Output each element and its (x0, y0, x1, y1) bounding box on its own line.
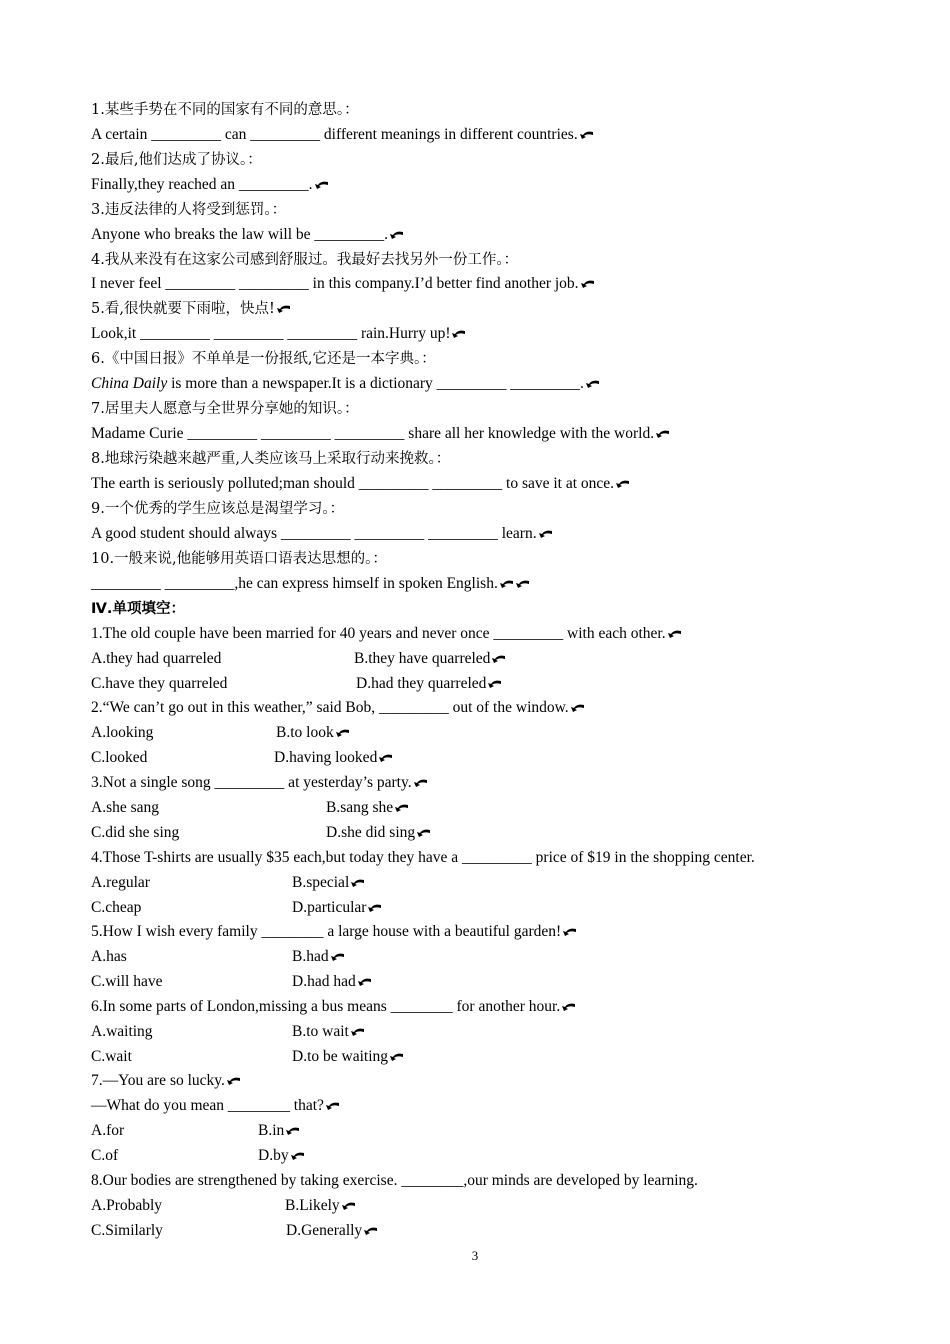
return-mark-icon (226, 1076, 241, 1086)
option-a: A.has (91, 948, 127, 965)
return-mark-icon (655, 429, 670, 439)
question-7: 7.—You are so lucky. (91, 1071, 241, 1091)
item-1-en: A certain _________ can _________ different meanings in different countries. (91, 125, 594, 145)
return-mark-icon (413, 778, 428, 788)
item-10-en: _________ _________,he can express himself in spoken English. (91, 574, 530, 594)
option-d: D.had they quarreled (356, 674, 502, 694)
option-c: C.looked (91, 749, 148, 766)
return-mark-icon (561, 1002, 576, 1012)
item-9-zh: 9.一个优秀的学生应该总是渴望学习。： (91, 501, 345, 517)
option-b: B.had (292, 947, 345, 967)
item-8-en: The earth is seriously polluted;man should _________ _________ to save it at once. (91, 474, 630, 494)
item-5-zh: 5.看,很快就要下雨啦，快点! (91, 299, 291, 319)
option-a: A.for (91, 1122, 125, 1139)
option-c: C.will have (91, 973, 163, 990)
item-10-zh: 10.一般来说,他能够用英语口语表达思想的。： (91, 551, 387, 567)
option-d: D.had had (292, 972, 372, 992)
question-5: 5.How I wish every family ________ a large house with a beautiful garden! (91, 922, 577, 942)
option-a: A.waiting (91, 1023, 153, 1040)
item-4-en: I never feel _________ _________ in this company.I’d better find another job. (91, 274, 595, 294)
return-mark-icon (580, 279, 595, 289)
item-6-zh: 6.《中国日报》不单单是一份报纸,它还是一本字典。： (91, 351, 436, 367)
question-4: 4.Those T-shirts are usually $35 each,but today they have a _________ price of $19 in the shopping center. (91, 849, 755, 866)
return-mark-icon (570, 703, 585, 713)
return-mark-icon (562, 927, 577, 937)
return-mark-icon (314, 180, 329, 190)
option-b: B.they have quarreled (354, 649, 506, 669)
item-9-en: A good student should always _________ _________ _________ learn. (91, 524, 553, 544)
option-c: C.wait (91, 1048, 132, 1065)
return-mark-icon (276, 304, 291, 314)
option-c: C.Similarly (91, 1222, 163, 1239)
question-3: 3.Not a single song _________ at yesterday’s party. (91, 773, 428, 793)
item-3-en: Anyone who breaks the law will be _________. (91, 225, 404, 245)
return-mark-icon (357, 977, 372, 987)
return-mark-icon (389, 1052, 404, 1062)
return-mark-icon (515, 579, 530, 589)
return-mark-icon (363, 1226, 378, 1236)
option-b: B.to wait (292, 1022, 365, 1042)
item-4-zh: 4.我从来没有在这家公司感到舒服过。我最好去找另外一份工作。： (91, 252, 519, 268)
return-mark-icon (451, 329, 466, 339)
item-2-zh: 2.最后,他们达成了协议。： (91, 152, 262, 168)
item-7-en: Madame Curie _________ _________ _________ share all her knowledge with the world. (91, 424, 670, 444)
option-b: B.Likely (285, 1196, 356, 1216)
item-7-zh: 7.居里夫人愿意与全世界分享她的知识。： (91, 401, 359, 417)
option-c: C.did she sing (91, 824, 180, 841)
option-b: B.to look (276, 723, 350, 743)
option-a: A.Probably (91, 1197, 163, 1214)
option-d: D.by (258, 1146, 305, 1166)
return-mark-icon (394, 803, 409, 813)
return-mark-icon (367, 903, 382, 913)
option-c: C.cheap (91, 899, 142, 916)
page-number: 3 (471, 1248, 479, 1263)
option-d: D.Generally (286, 1221, 378, 1241)
item-5-en: Look,it _________ _________ _________ rain.Hurry up! (91, 324, 466, 344)
return-mark-icon (285, 1126, 300, 1136)
return-mark-icon (378, 753, 393, 763)
section-heading: Ⅳ.单项填空： (91, 601, 185, 617)
item-1-zh: 1.某些手势在不同的国家有不同的意思。： (91, 102, 359, 118)
return-mark-icon (491, 654, 506, 664)
item-6-en: China Daily is more than a newspaper.It is a dictionary _________ _________. (91, 374, 600, 394)
question-6: 6.In some parts of London,missing a bus means ________ for another hour. (91, 997, 576, 1017)
return-mark-icon (667, 629, 682, 639)
option-a: A.regular (91, 874, 150, 891)
return-mark-icon (325, 1101, 340, 1111)
option-d: D.having looked (274, 748, 393, 768)
option-d: D.to be waiting (292, 1047, 404, 1067)
option-c: C.of (91, 1147, 119, 1164)
option-d: D.particular (292, 898, 382, 918)
return-mark-icon (579, 130, 594, 140)
question-7-reply: —What do you mean ________ that? (91, 1096, 340, 1116)
return-mark-icon (290, 1151, 305, 1161)
return-mark-icon (499, 579, 514, 589)
option-c: C.have they quarreled (91, 675, 228, 692)
option-d: D.she did sing (326, 823, 431, 843)
return-mark-icon (487, 679, 502, 689)
item-3-zh: 3.违反法律的人将受到惩罚。： (91, 202, 287, 218)
item-8-zh: 8.地球污染越来越严重,人类应该马上采取行动来挽救。： (91, 451, 451, 467)
return-mark-icon (416, 828, 431, 838)
question-2: 2.“We can’t go out in this weather,” said Bob, _________ out of the window. (91, 698, 585, 718)
return-mark-icon (350, 1027, 365, 1037)
option-b: B.special (292, 873, 365, 893)
return-mark-icon (585, 379, 600, 389)
option-a: A.they had quarreled (91, 650, 222, 667)
return-mark-icon (615, 479, 630, 489)
item-2-en: Finally,they reached an _________. (91, 175, 329, 195)
return-mark-icon (330, 952, 345, 962)
question-8: 8.Our bodies are strengthened by taking exercise. ________,our minds are developed by learning. (91, 1172, 698, 1189)
option-a: A.she sang (91, 799, 160, 816)
option-b: B.sang she (326, 798, 409, 818)
return-mark-icon (335, 728, 350, 738)
option-b: B.in (258, 1121, 300, 1141)
return-mark-icon (350, 878, 365, 888)
question-1: 1.The old couple have been married for 40 years and never once _________ with each other. (91, 624, 682, 644)
return-mark-icon (341, 1201, 356, 1211)
option-a: A.looking (91, 724, 154, 741)
return-mark-icon (389, 230, 404, 240)
return-mark-icon (538, 529, 553, 539)
